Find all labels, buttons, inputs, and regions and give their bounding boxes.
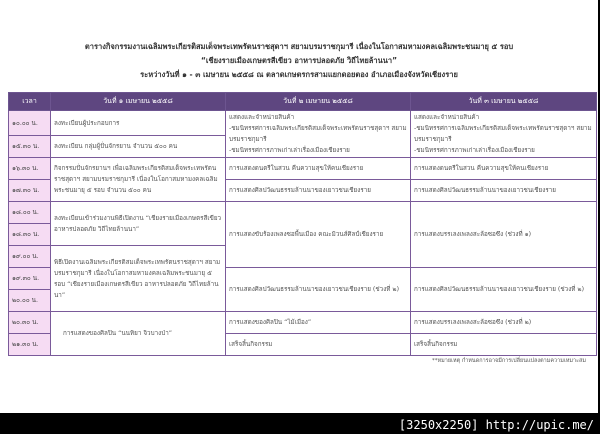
day2-exhibit-line: -ชมนิทรรศการเฉลิมพระเกียรติสมเด็จพระเทพรัตนราชสุดาฯ สยามบรมราชกุมารี — [229, 125, 407, 143]
day1-cell: ลงทะเบียนเข้าร่วมงานพิธีเปิดงาน “เชียงรายเมืองเกษตรสีเขียว อาหารปลอดภัย วิถีไทยล้านนา” — [51, 202, 226, 246]
schedule-table — [8, 92, 597, 356]
day1-cell: ลงทะเบียนผู้ประกอบการ — [51, 111, 226, 136]
day3-cell: การแสดงดนตรีในสวน คืนความสุขให้คนเชียงราย — [411, 158, 597, 180]
header-row — [9, 93, 597, 111]
day3-exhibit-line: -ชมนิทรรศการภาพเก่าเล่าเรื่องเมืองเชียงราย — [414, 147, 535, 154]
title-line-2: “เชียงรายเมืองเกษตรสีเขียว อาหารปลอดภัย วิถีไทยล้านนา” — [200, 56, 398, 65]
day2-cell: การแสดงขับร้องเพลงซอพื้นเมือง คณะมิวนส์ศิลป์เชียงราย — [226, 202, 411, 268]
title-line-1: ตารางกิจกรรมงานเฉลิมพระเกียรติสมเด็จพระเทพรัตนราชสุดาฯ สยามบรมราชกุมารี เนื่องในโอกาสมหามงคลเฉลิมพระชนมายุ ๕ รอบ — [84, 42, 514, 51]
time-cell: ๑๙.๓๐ น. — [9, 268, 51, 290]
header-day-2: วันที่ ๒ เมษายน ๒๕๕๘ — [226, 93, 411, 111]
day3-cell — [411, 111, 597, 158]
time-cell: ๒๑.๓๐ น. — [9, 334, 51, 356]
day2-exhibit-line: -ชมนิทรรศการภาพเก่าเล่าเรื่องเมืองเชียงราย — [229, 147, 350, 154]
header-day-1: วันที่ ๑ เมษายน ๒๕๕๘ — [51, 93, 226, 111]
title-line-3: ระหว่างวันที่ ๑ - ๓ เมษายน ๒๕๕๘ ณ ตลาดเกษตรกรสามแยกดอยตอง อำเภอเมืองจังหวัดเชียงราย — [140, 70, 458, 79]
time-cell: ๑๙.๐๐ น. — [9, 246, 51, 268]
day1-cell: กิจกรรมปั่นจักรยานฯ เพื่อเฉลิมพระเกียรติสมเด็จพระเทพรัตนราชสุดาฯ สยามบรมราชกุมารี เนื่องในโอกาสมหามงคลเฉลิมพระชนมายุ ๕ รอบ จำนวน ๕๐๐ คน — [51, 158, 226, 202]
day3-exhibit-line: แสดงและจำหน่ายสินค้า — [414, 114, 480, 121]
day2-cell: เสร็จสิ้นกิจกรรม — [226, 334, 411, 356]
time-cell: ๒๐.๓๐ น. — [9, 312, 51, 334]
table-row — [9, 111, 597, 136]
time-cell: ๑๗.๓๐ น. — [9, 180, 51, 202]
day1-cell: ลงทะเบียน กลุ่มผู้ปั่นจักรยาน จำนวน ๕๐๐ คน — [51, 136, 226, 158]
day3-cell: เสร็จสิ้นกิจกรรม — [411, 334, 597, 356]
day2-cell: การแสดงของศิลปิน “ไม้เมือง” — [226, 312, 411, 334]
time-cell: ๑๖.๓๐ น. — [9, 158, 51, 180]
time-cell: ๒๐.๐๐ น. — [9, 290, 51, 312]
day3-cell: การแสดงบรรเลงเพลงสะล้อซอซึง (ช่วงที่ ๒) — [411, 312, 597, 334]
day3-exhibit-line: -ชมนิทรรศการเฉลิมพระเกียรติสมเด็จพระเทพรัตนราชสุดาฯ สยามบรมราชกุมารี — [414, 125, 592, 143]
document-title — [0, 40, 598, 82]
time-cell: ๑๕.๓๐ น. — [9, 136, 51, 158]
footnote: **หมายเหตุ กำหนดการอาจมีการเปลี่ยนแปลงตามความเหมาะสม — [432, 358, 586, 364]
time-cell: ๑๘.๓๐ น. — [9, 224, 51, 246]
day3-cell: การแสดงบรรเลงเพลงสะล้อซอซึง (ช่วงที่ ๑) — [411, 202, 597, 268]
watermark: [3250x2250] http://upic.me/ — [398, 418, 594, 432]
day3-cell: การแสดงศิลปวัฒนธรรมล้านนาของเยาวชนเชียงราย — [411, 180, 597, 202]
day2-cell: การแสดงศิลปวัฒนธรรมล้านนาของเยาวชนเชียงราย (ช่วงที่ ๒) — [226, 268, 411, 312]
table-row — [9, 202, 597, 224]
day2-cell: การแสดงศิลปวัฒนธรรมล้านนาของเยาวชนเชียงราย — [226, 180, 411, 202]
day2-cell: การแสดงดนตรีในสวน คืนความสุขให้คนเชียงราย — [226, 158, 411, 180]
day1-cell: พิธีเปิดงานเฉลิมพระเกียรติสมเด็จพระเทพรัตนราชสุดาฯ สยามบรมราชกุมารี เนื่องในโอกาสมหามงคลเฉลิมพระชนมายุ ๕ รอบ “เชียงรายเมืองเกษตรสีเขียว อาหารปลอดภัย วิถีไทยล้านนา” — [51, 246, 226, 312]
day2-cell — [226, 111, 411, 158]
day1-cell: การแสดงของศิลปิน “นนทิยา จิวบางป่า” — [51, 312, 226, 356]
table-row — [9, 158, 597, 180]
table-row — [9, 312, 597, 334]
day3-cell: การแสดงศิลปวัฒนธรรมล้านนาของเยาวชนเชียงราย (ช่วงที่ ๒) — [411, 268, 597, 312]
time-cell: ๑๐.๐๐ น. — [9, 111, 51, 136]
header-time: เวลา — [9, 93, 51, 111]
time-cell: ๑๘.๐๐ น. — [9, 202, 51, 224]
header-day-3: วันที่ ๓ เมษายน ๒๕๕๘ — [411, 93, 597, 111]
day2-exhibit-line: แสดงและจำหน่ายสินค้า — [229, 114, 295, 121]
